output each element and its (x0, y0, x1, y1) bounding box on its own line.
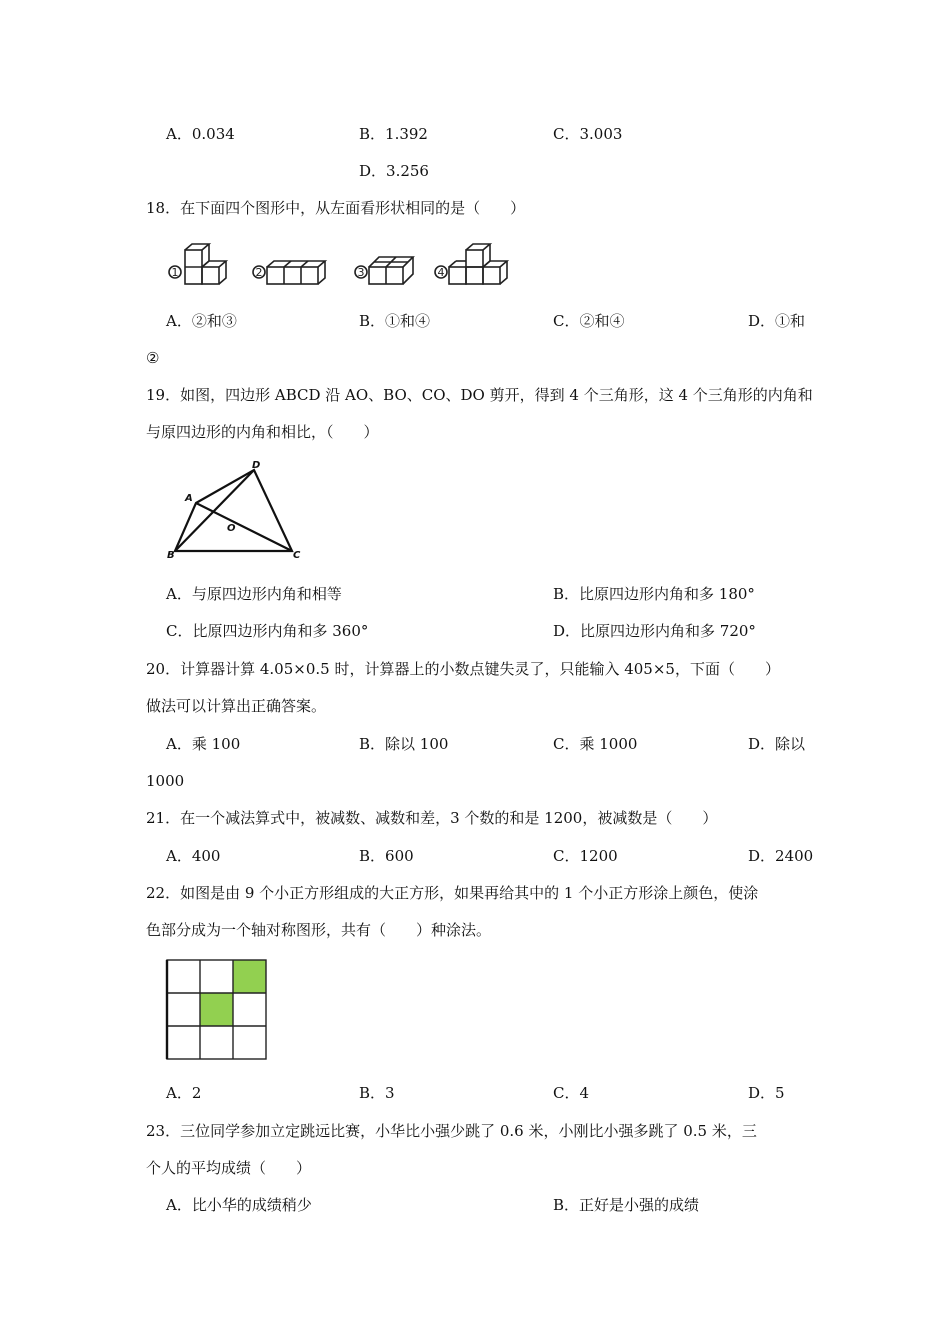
q20-option-b: B．除以 100 (359, 735, 449, 753)
q22-grid-figure (164, 958, 268, 1060)
q20-option-d-wrap: 1000 (146, 772, 185, 790)
q17-option-c: C．3.003 (553, 125, 623, 143)
q20-option-a: A．乘 100 (166, 735, 241, 753)
q18-cube-figures (165, 238, 525, 294)
q18-option-d: D．①和 (748, 312, 806, 330)
q19-label-a: A (185, 493, 193, 504)
svg-text:3: 3 (357, 266, 365, 279)
q20-option-c: C．乘 1000 (553, 735, 638, 753)
q21-stem: 21．在一个减法算式中，被减数、减数和差，3 个数的和是 1200，被减数是（ ） (146, 809, 718, 827)
q20-option-d: D．除以 (748, 735, 806, 753)
q19-option-d: D．比原四边形内角和多 720° (553, 622, 756, 640)
q18-stem: 18．在下面四个图形中，从左面看形状相同的是（ ） (146, 199, 526, 217)
q23-option-b: B．正好是小强的成绩 (553, 1196, 700, 1214)
q19-option-b: B．比原四边形内角和多 180° (553, 585, 755, 603)
q19-label-o: O (227, 523, 236, 534)
q22-stem-line2: 色部分成为一个轴对称图形，共有（ ）种涂法。 (146, 921, 492, 939)
q19-quadrilateral-figure (165, 458, 315, 566)
q20-stem-line1: 20．计算器计算 4.05×0.5 时，计算器上的小数点键失灵了，只能输入 405×5，下面（ ） (146, 660, 780, 678)
q21-option-b: B．600 (359, 847, 414, 865)
svg-text:1: 1 (171, 266, 179, 279)
q19-label-c: C (293, 550, 301, 561)
q22-option-b: B．3 (359, 1084, 395, 1102)
q19-label-d: D (252, 460, 261, 471)
q19-stem-line1: 19．如图，四边形 ABCD 沿 AO、BO、CO、DO 剪开，得到 4 个三角形，这 4 个三角形的内角和 (146, 386, 813, 404)
q23-stem-line2: 个人的平均成绩（ ） (146, 1159, 312, 1177)
q21-option-a: A．400 (166, 847, 221, 865)
q22-stem-line1: 22．如图是由 9 个小正方形组成的大正方形，如果再给其中的 1 个小正方形涂上颜色，使涂 (146, 884, 759, 902)
svg-text:4: 4 (437, 266, 445, 279)
q18-option-b: B．①和④ (359, 312, 431, 330)
q23-stem-line1: 23．三位同学参加立定跳远比赛，小华比小强少跳了 0.6 米，小刚比小强多跳了 0.5 米，三 (146, 1122, 757, 1140)
q22-option-d: D．5 (748, 1084, 785, 1102)
q19-option-c: C．比原四边形内角和多 360° (166, 622, 369, 640)
q18-option-d-wrap: ② (146, 349, 160, 367)
q22-filled-cell-top-right (233, 960, 266, 993)
q17-option-d: D．3.256 (359, 162, 429, 180)
q19-label-b: B (167, 550, 175, 561)
q22-option-c: C．4 (553, 1084, 590, 1102)
q18-option-c: C．②和④ (553, 312, 625, 330)
q17-option-b: B．1.392 (359, 125, 428, 143)
q17-option-a: A．0.034 (166, 125, 235, 143)
q21-option-c: C．1200 (553, 847, 618, 865)
q19-stem-line2: 与原四边形的内角和相比，（ ） (146, 423, 379, 441)
q22-option-a: A．2 (166, 1084, 202, 1102)
q23-option-a: A．比小华的成绩稍少 (166, 1196, 312, 1214)
q21-option-d: D．2400 (748, 847, 814, 865)
q22-filled-cell-center (200, 993, 233, 1026)
q20-stem-line2: 做法可以计算出正确答案。 (146, 697, 327, 715)
q19-option-a: A．与原四边形内角和相等 (166, 585, 342, 603)
svg-text:2: 2 (255, 266, 263, 279)
q18-option-a: A．②和③ (166, 312, 237, 330)
